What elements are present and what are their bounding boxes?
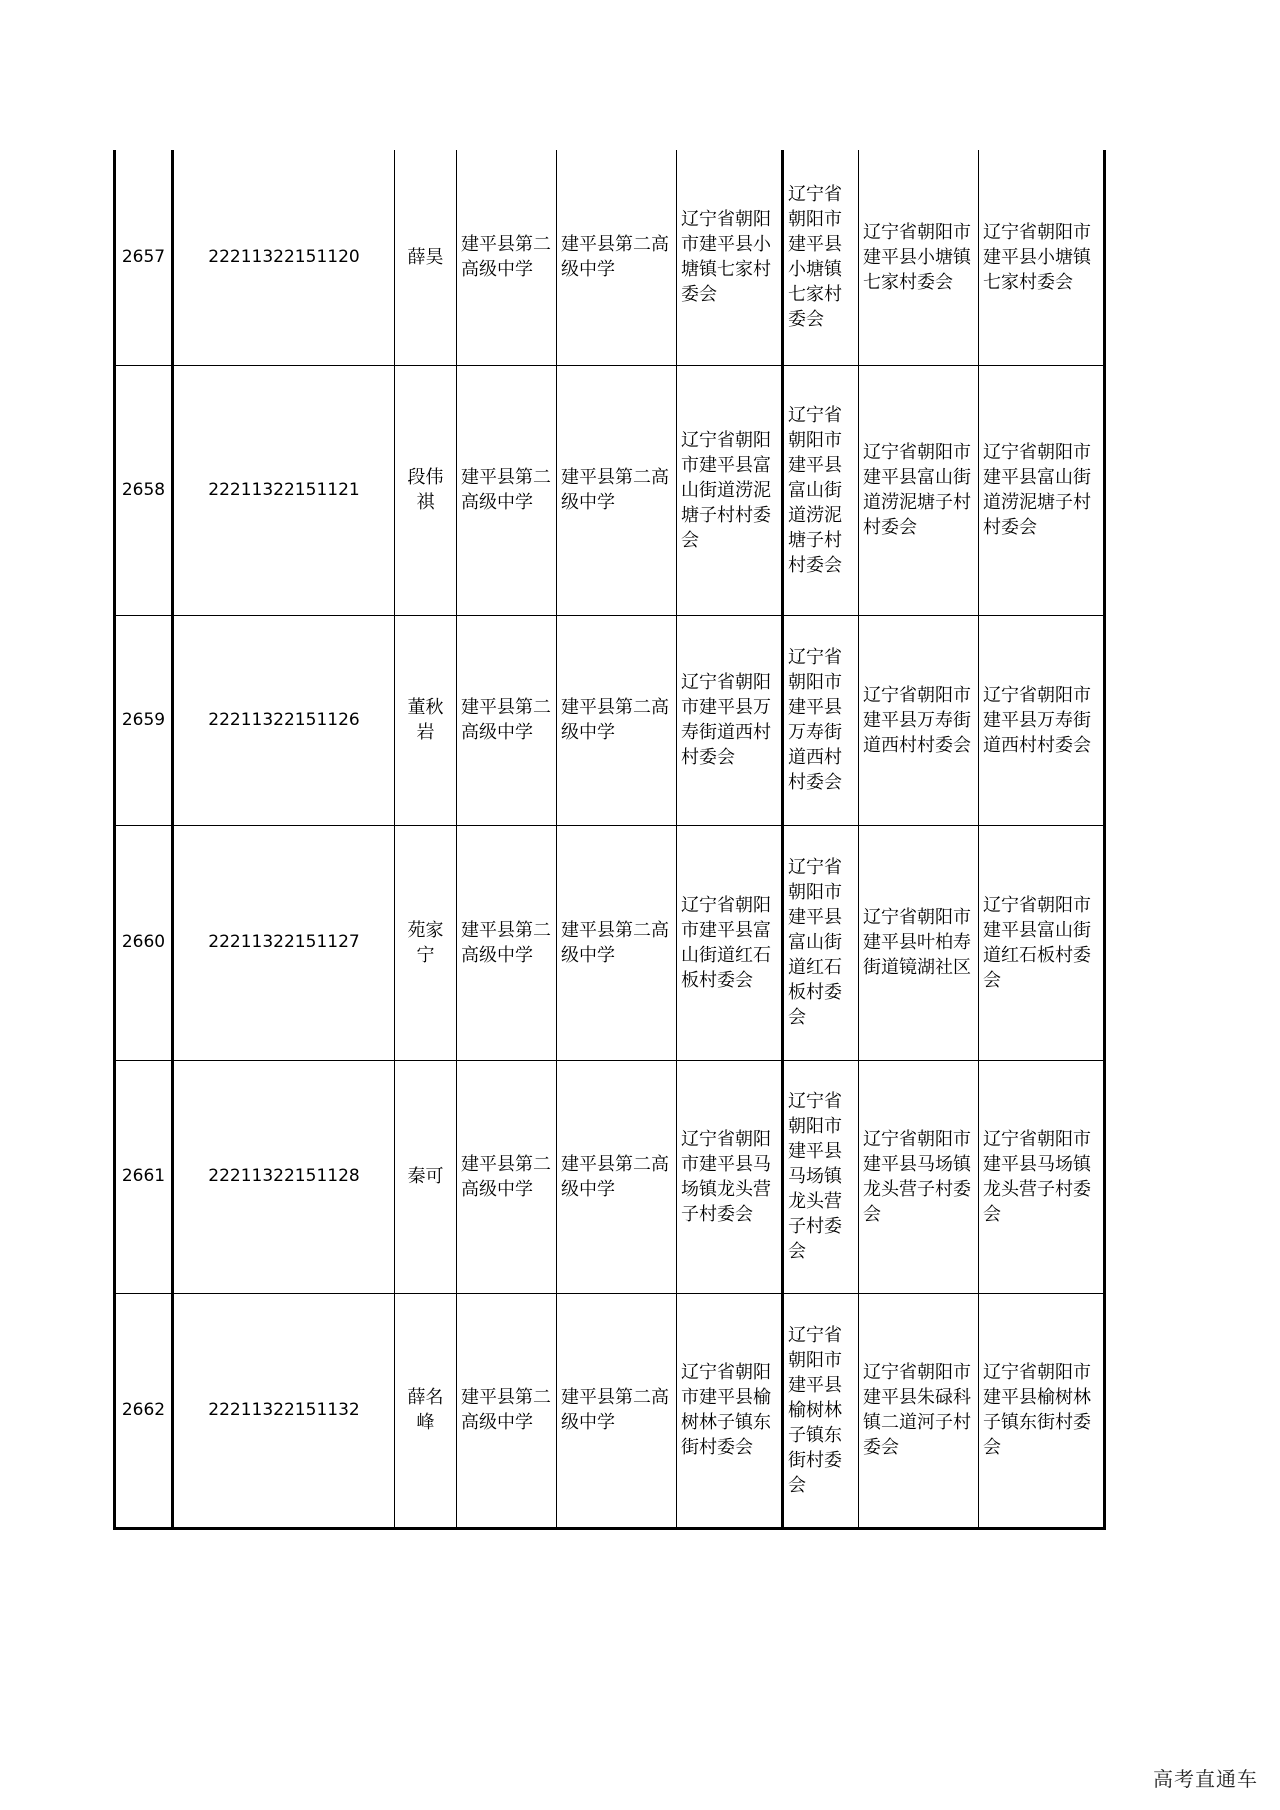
school2-cell: 建平县第二高级中学 <box>557 365 677 615</box>
table-row <box>115 150 1105 365</box>
school-cell: 建平县第二高级中学 <box>457 825 557 1060</box>
table-row <box>115 615 1105 825</box>
addr2-cell: 辽宁省朝阳市建平县榆树林子镇东街村委会 <box>783 1293 859 1528</box>
school2-cell: 建平县第二高级中学 <box>557 615 677 825</box>
addr4-cell: 辽宁省朝阳市建平县富山街道涝泥塘子村村委会 <box>979 365 1105 615</box>
addr3-cell: 辽宁省朝阳市建平县富山街道涝泥塘子村村委会 <box>859 365 979 615</box>
id-cell: 22211322151120 <box>173 150 395 365</box>
name-cell: 薛名峰 <box>395 1293 457 1528</box>
addr3-cell: 辽宁省朝阳市建平县叶柏寿街道镜湖社区 <box>859 825 979 1060</box>
school2-cell: 建平县第二高级中学 <box>557 1060 677 1293</box>
id-cell: 22211322151132 <box>173 1293 395 1528</box>
id-cell: 22211322151126 <box>173 615 395 825</box>
school-cell: 建平县第二高级中学 <box>457 1060 557 1293</box>
seq-cell: 2660 <box>115 825 173 1060</box>
addr3-cell: 辽宁省朝阳市建平县马场镇龙头营子村委会 <box>859 1060 979 1293</box>
addr4-cell: 辽宁省朝阳市建平县马场镇龙头营子村委会 <box>979 1060 1105 1293</box>
school2-cell: 建平县第二高级中学 <box>557 150 677 365</box>
table-row <box>115 1293 1105 1528</box>
table-row <box>115 1060 1105 1293</box>
school2-cell: 建平县第二高级中学 <box>557 1293 677 1528</box>
addr2-cell: 辽宁省朝阳市建平县万寿街道西村村委会 <box>783 615 859 825</box>
seq-cell: 2661 <box>115 1060 173 1293</box>
addr1-cell: 辽宁省朝阳市建平县榆树林子镇东街村委会 <box>677 1293 783 1528</box>
addr2-cell: 辽宁省朝阳市建平县小塘镇七家村委会 <box>783 150 859 365</box>
id-cell: 22211322151128 <box>173 1060 395 1293</box>
addr3-cell: 辽宁省朝阳市建平县小塘镇七家村委会 <box>859 150 979 365</box>
name-cell: 秦可 <box>395 1060 457 1293</box>
table-body <box>115 150 1105 1528</box>
school2-cell: 建平县第二高级中学 <box>557 825 677 1060</box>
addr2-cell: 辽宁省朝阳市建平县富山街道红石板村委会 <box>783 825 859 1060</box>
seq-cell: 2662 <box>115 1293 173 1528</box>
id-cell: 22211322151121 <box>173 365 395 615</box>
school-cell: 建平县第二高级中学 <box>457 150 557 365</box>
addr4-cell: 辽宁省朝阳市建平县富山街道红石板村委会 <box>979 825 1105 1060</box>
student-table <box>113 150 1106 1530</box>
seq-cell: 2659 <box>115 615 173 825</box>
watermark-text: 高考直通车 <box>1153 1767 1258 1791</box>
addr4-cell: 辽宁省朝阳市建平县小塘镇七家村委会 <box>979 150 1105 365</box>
addr4-cell: 辽宁省朝阳市建平县万寿街道西村村委会 <box>979 615 1105 825</box>
addr1-cell: 辽宁省朝阳市建平县小塘镇七家村委会 <box>677 150 783 365</box>
id-cell: 22211322151127 <box>173 825 395 1060</box>
name-cell: 段伟祺 <box>395 365 457 615</box>
addr1-cell: 辽宁省朝阳市建平县万寿街道西村村委会 <box>677 615 783 825</box>
addr1-cell: 辽宁省朝阳市建平县马场镇龙头营子村委会 <box>677 1060 783 1293</box>
school-cell: 建平县第二高级中学 <box>457 365 557 615</box>
addr3-cell: 辽宁省朝阳市建平县万寿街道西村村委会 <box>859 615 979 825</box>
table-container <box>113 150 1106 1530</box>
addr4-cell: 辽宁省朝阳市建平县榆树林子镇东街村委会 <box>979 1293 1105 1528</box>
seq-cell: 2657 <box>115 150 173 365</box>
addr3-cell: 辽宁省朝阳市建平县朱碌科镇二道河子村委会 <box>859 1293 979 1528</box>
school-cell: 建平县第二高级中学 <box>457 1293 557 1528</box>
addr2-cell: 辽宁省朝阳市建平县马场镇龙头营子村委会 <box>783 1060 859 1293</box>
name-cell: 董秋岩 <box>395 615 457 825</box>
seq-cell: 2658 <box>115 365 173 615</box>
addr2-cell: 辽宁省朝阳市建平县富山街道涝泥塘子村村委会 <box>783 365 859 615</box>
addr1-cell: 辽宁省朝阳市建平县富山街道红石板村委会 <box>677 825 783 1060</box>
table-row <box>115 365 1105 615</box>
name-cell: 苑家宁 <box>395 825 457 1060</box>
table-row <box>115 825 1105 1060</box>
addr1-cell: 辽宁省朝阳市建平县富山街道涝泥塘子村村委会 <box>677 365 783 615</box>
name-cell: 薛昊 <box>395 150 457 365</box>
school-cell: 建平县第二高级中学 <box>457 615 557 825</box>
